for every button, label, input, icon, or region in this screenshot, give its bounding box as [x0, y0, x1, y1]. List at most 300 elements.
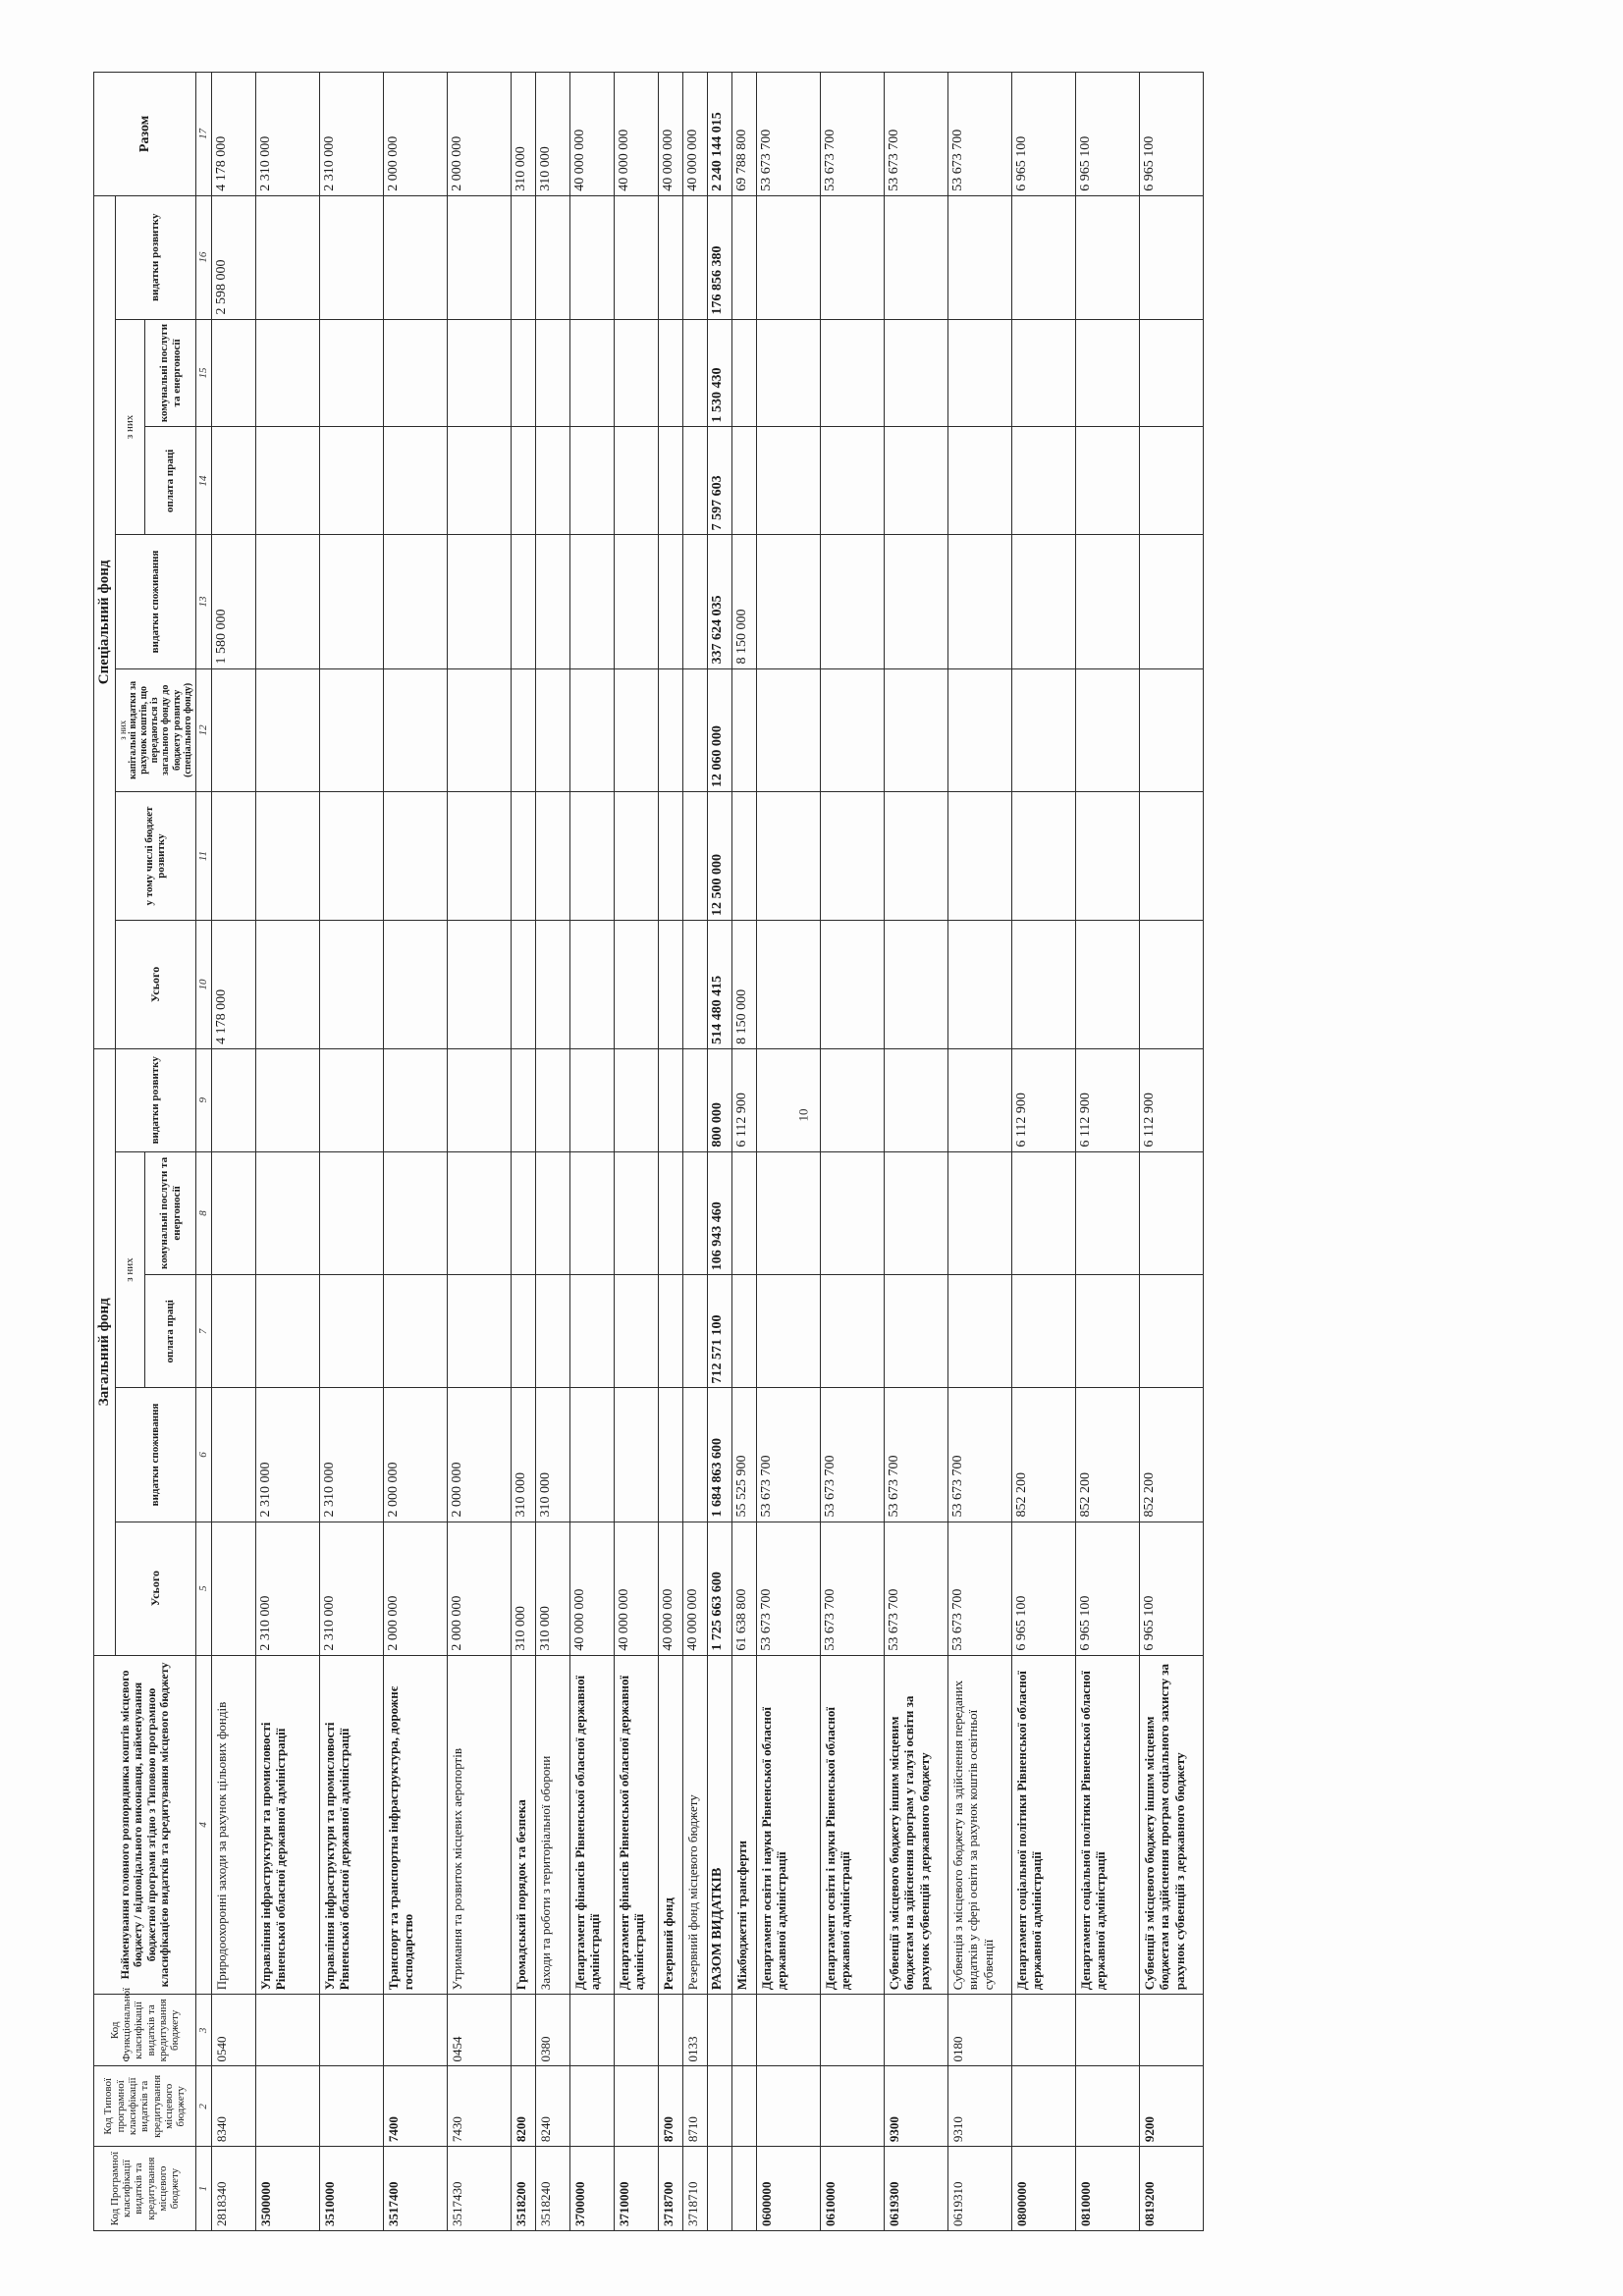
table-row [448, 73, 512, 2231]
cell-c15 [1012, 319, 1076, 427]
cell-c3 [757, 1995, 821, 2066]
cell-c6 [708, 1388, 732, 1522]
cell-c7 [757, 1275, 821, 1388]
cell-c17 [570, 73, 615, 196]
cell-c10 [320, 921, 384, 1049]
cell-c17 [732, 73, 757, 196]
cell-c8 [212, 1151, 256, 1275]
header-name: Найменування головного розпорядника коштів місцевого бюджету / відповідального виконавця, найменування бюджетної програми згідно з Типовою програмною класифікацією видатків та кредитування місцевого бюджету [94, 1655, 196, 1995]
cell-name: Департамент фінансів Рівненської обласної державної адміністрації [570, 1655, 615, 1995]
cell-c12 [948, 668, 1012, 792]
cell-c9 [1012, 1048, 1076, 1151]
column-number-16: 16 [196, 195, 212, 319]
cell-c8 [1012, 1151, 1076, 1275]
cell-value: 6 112 900 [1014, 1093, 1029, 1148]
cell-c13 [570, 535, 615, 668]
cell-c16 [885, 195, 948, 319]
cell-c11 [256, 792, 320, 921]
cell-c2: 7400 [384, 2066, 448, 2147]
cell-value: 53 673 700 [887, 1455, 901, 1518]
cell-c12 [448, 668, 512, 792]
cell-value: 4 178 000 [214, 988, 229, 1044]
cell-c8 [757, 1151, 821, 1275]
cell-value: 6 965 100 [1078, 1595, 1093, 1651]
cell-c12 [1140, 668, 1204, 792]
cell-c8 [570, 1151, 615, 1275]
cell-c1: 3518200 [512, 2147, 536, 2231]
cell-c5 [683, 1522, 708, 1655]
cell-c9 [256, 1048, 320, 1151]
cell-value: 800 000 [710, 1102, 725, 1148]
cell-c14 [757, 427, 821, 535]
cell-c17 [683, 73, 708, 196]
header-special-fund: Спеціальний фонд [94, 195, 116, 1048]
table-row [1076, 73, 1140, 2231]
cell-c2: 8700 [659, 2066, 683, 2147]
cell-c3 [615, 1995, 659, 2066]
cell-c6 [536, 1388, 570, 1522]
cell-c12 [659, 668, 683, 792]
cell-c17 [821, 73, 885, 196]
cell-c6 [757, 1388, 821, 1522]
cell-c5 [885, 1522, 948, 1655]
table-row [536, 73, 570, 2231]
cell-c11 [821, 792, 885, 921]
cell-value: 8 150 000 [734, 609, 749, 665]
cell-c15 [615, 319, 659, 427]
cell-c1: 2818340 [212, 2147, 256, 2231]
cell-c1: 0819200 [1140, 2147, 1204, 2231]
table-row [757, 73, 821, 2231]
cell-c9 [659, 1048, 683, 1151]
cell-value: 40 000 000 [685, 129, 700, 191]
cell-c12 [1012, 668, 1076, 792]
cell-c15 [885, 319, 948, 427]
cell-value: 2 000 000 [386, 1595, 401, 1651]
cell-c14 [570, 427, 615, 535]
cell-name: Транспорт та транспортна інфраструктура, дорожнє господарство [384, 1655, 448, 1995]
cell-c11 [570, 792, 615, 921]
cell-c9 [570, 1048, 615, 1151]
cell-c10 [212, 921, 256, 1049]
cell-c7 [570, 1275, 615, 1388]
cell-c2 [320, 2066, 384, 2147]
cell-c16 [659, 195, 683, 319]
cell-c6 [320, 1388, 384, 1522]
cell-c11 [615, 792, 659, 921]
cell-c17 [320, 73, 384, 196]
cell-c17 [885, 73, 948, 196]
header-gf-total: Усього [115, 1522, 195, 1655]
table-row [821, 73, 885, 2231]
cell-c15 [320, 319, 384, 427]
cell-c13 [948, 535, 1012, 668]
cell-c15 [256, 319, 320, 427]
cell-c9 [885, 1048, 948, 1151]
cell-value: 53 673 700 [823, 1588, 838, 1651]
cell-c3 [821, 1995, 885, 2066]
cell-c12 [683, 668, 708, 792]
cell-name: Заходи та роботи з територіальної оборони [536, 1655, 570, 1995]
cell-value: 40 000 000 [661, 129, 676, 191]
cell-value: 310 000 [538, 146, 553, 191]
cell-value: 53 673 700 [823, 1455, 838, 1518]
cell-c10 [570, 921, 615, 1049]
cell-name: Субвенції з місцевого бюджету іншим місцевим бюджетам на здійснення програм соціального захисту за рахунок субвенцій з державного бюджету [1140, 1655, 1204, 1995]
cell-c1: 0810000 [1076, 2147, 1140, 2231]
cell-c10 [448, 921, 512, 1049]
rotated-table-wrapper [93, 72, 1581, 2231]
header-gf-utilities: комунальні послуги та енергоносії [145, 1151, 196, 1275]
cell-c13 [256, 535, 320, 668]
cell-c9 [1076, 1048, 1140, 1151]
cell-c15 [732, 319, 757, 427]
cell-c13 [384, 535, 448, 668]
cell-c16 [821, 195, 885, 319]
cell-value: 2 000 000 [450, 1462, 464, 1518]
cell-c8 [659, 1151, 683, 1275]
column-numbers-row [196, 73, 212, 2231]
cell-value: 53 673 700 [759, 129, 774, 191]
cell-c8 [948, 1151, 1012, 1275]
cell-c13 [448, 535, 512, 668]
header-functional-code: Код Функціональної класифікації видатків та кредитування бюджету [94, 1995, 196, 2066]
cell-c2: 9300 [885, 2066, 948, 2147]
cell-c10 [512, 921, 536, 1049]
cell-c6 [212, 1388, 256, 1522]
cell-c11 [683, 792, 708, 921]
cell-value: 6 112 900 [1142, 1093, 1157, 1148]
cell-c15 [1076, 319, 1140, 427]
cell-c17 [948, 73, 1012, 196]
cell-c16 [212, 195, 256, 319]
cell-c10 [1012, 921, 1076, 1049]
cell-value: 2 310 000 [322, 135, 337, 191]
cell-name: Департамент соціальної політики Рівненської обласної державної адміністрації [1076, 1655, 1140, 1995]
cell-c17 [212, 73, 256, 196]
cell-c8 [320, 1151, 384, 1275]
cell-value: 6 112 900 [1078, 1093, 1093, 1148]
cell-value: 53 673 700 [759, 1455, 774, 1518]
cell-c9 [1140, 1048, 1204, 1151]
cell-value: 53 673 700 [887, 1588, 901, 1651]
cell-c5 [659, 1522, 683, 1655]
cell-value: 40 000 000 [572, 1588, 587, 1651]
cell-c3 [885, 1995, 948, 2066]
cell-c3 [256, 1995, 320, 2066]
cell-c3: 0380 [536, 1995, 570, 2066]
cell-value: 2 000 000 [450, 1595, 464, 1651]
cell-c6 [570, 1388, 615, 1522]
cell-value: 6 965 100 [1142, 135, 1157, 191]
header-sf-of-them-cap: з них [117, 720, 128, 740]
table-row [885, 73, 948, 2231]
cell-c17 [512, 73, 536, 196]
cell-c7 [1012, 1275, 1076, 1388]
cell-c11 [1140, 792, 1204, 921]
cell-value: 40 000 000 [617, 129, 631, 191]
cell-c13 [320, 535, 384, 668]
cell-c5 [1140, 1522, 1204, 1655]
cell-c3: 0180 [948, 1995, 1012, 2066]
cell-c17 [757, 73, 821, 196]
cell-c5 [615, 1522, 659, 1655]
cell-c10 [256, 921, 320, 1049]
header-sf-capital-transfer [115, 668, 195, 792]
cell-c6 [885, 1388, 948, 1522]
cell-c5 [757, 1522, 821, 1655]
cell-value: 2 310 000 [258, 135, 273, 191]
column-number-6: 6 [196, 1388, 212, 1522]
cell-c17 [1076, 73, 1140, 196]
cell-c9 [683, 1048, 708, 1151]
table-row [212, 73, 256, 2231]
table-row [320, 73, 384, 2231]
cell-c1: 3517400 [384, 2147, 448, 2231]
cell-c10 [885, 921, 948, 1049]
cell-c10 [615, 921, 659, 1049]
cell-c11 [757, 792, 821, 921]
table-row [708, 73, 732, 2231]
table-row [732, 73, 757, 2231]
cell-c12 [615, 668, 659, 792]
cell-c7: 712 571 100 [708, 1275, 732, 1388]
column-number-8: 8 [196, 1151, 212, 1275]
cell-c3: 0133 [683, 1995, 708, 2066]
cell-c15 [1140, 319, 1204, 427]
cell-c2 [256, 2066, 320, 2147]
cell-c11 [732, 792, 757, 921]
column-number-1: 1 [196, 2147, 212, 2231]
column-number-17: 17 [196, 73, 212, 196]
cell-value: 2 000 000 [386, 135, 401, 191]
cell-name: Департамент соціальної політики Рівненської обласної державної адміністрації [1012, 1655, 1076, 1995]
header-gf-development: видатки розвитку [115, 1048, 195, 1151]
cell-c11 [536, 792, 570, 921]
column-number-15: 15 [196, 319, 212, 427]
cell-name: Резервний фонд [659, 1655, 683, 1995]
cell-c16 [570, 195, 615, 319]
cell-c13 [659, 535, 683, 668]
cell-c16 [708, 195, 732, 319]
cell-c14 [821, 427, 885, 535]
cell-c1: 3710000 [615, 2147, 659, 2231]
cell-value: 2 000 000 [450, 135, 464, 191]
table-row [512, 73, 536, 2231]
cell-c2 [821, 2066, 885, 2147]
cell-c7 [320, 1275, 384, 1388]
cell-c17 [659, 73, 683, 196]
column-number-13: 13 [196, 535, 212, 668]
cell-c3 [570, 1995, 615, 2066]
header-gf-of-them: з них [115, 1151, 144, 1388]
cell-c6 [732, 1388, 757, 1522]
cell-c12 [212, 668, 256, 792]
cell-c11 [659, 792, 683, 921]
cell-c6 [1140, 1388, 1204, 1522]
header-sf-capital-transfer-text: капітальні видатки за рахунок коштів, що передаються із загального фонду до бюджету розвитку (спеціального фонду) [127, 680, 193, 779]
header-sf-of-them: з них [115, 319, 144, 535]
cell-c14 [448, 427, 512, 535]
cell-c17 [448, 73, 512, 196]
cell-c2 [1076, 2066, 1140, 2147]
cell-c12 [570, 668, 615, 792]
cell-c8 [1076, 1151, 1140, 1275]
cell-name: РАЗОМ ВИДАТКІВ [708, 1655, 732, 1995]
cell-c17 [384, 73, 448, 196]
cell-c8 [821, 1151, 885, 1275]
table-row [1140, 73, 1204, 2231]
cell-c3 [320, 1995, 384, 2066]
cell-value: 40 000 000 [661, 1588, 676, 1651]
cell-c2: 8240 [536, 2066, 570, 2147]
cell-c5 [1076, 1522, 1140, 1655]
cell-c1: 3700000 [570, 2147, 615, 2231]
cell-c2: 8340 [212, 2066, 256, 2147]
cell-c15 [384, 319, 448, 427]
cell-c10 [1140, 921, 1204, 1049]
cell-value: 852 200 [1142, 1472, 1157, 1518]
cell-c17 [256, 73, 320, 196]
cell-value: 6 965 100 [1078, 135, 1093, 191]
cell-c14 [1076, 427, 1140, 535]
cell-c10 [1076, 921, 1140, 1049]
cell-c6 [256, 1388, 320, 1522]
header-sf-utilities: комунальні послуги та енергоносії [145, 319, 196, 427]
cell-c15 [821, 319, 885, 427]
cell-c3 [384, 1995, 448, 2066]
cell-c7 [615, 1275, 659, 1388]
cell-c5 [256, 1522, 320, 1655]
cell-c16 [1140, 195, 1204, 319]
column-number-9: 9 [196, 1048, 212, 1151]
cell-c5 [732, 1522, 757, 1655]
cell-c5 [512, 1522, 536, 1655]
cell-c15 [512, 319, 536, 427]
cell-c16 [536, 195, 570, 319]
cell-c3 [659, 1995, 683, 2066]
cell-value: 4 178 000 [214, 135, 229, 191]
cell-c14 [320, 427, 384, 535]
cell-c9 [320, 1048, 384, 1151]
cell-value: 7 597 603 [710, 475, 725, 531]
cell-c13 [1076, 535, 1140, 668]
cell-c10 [708, 921, 732, 1049]
cell-name: Міжбюджетні трансферти [732, 1655, 757, 1995]
cell-c3 [512, 1995, 536, 2066]
cell-c7 [212, 1275, 256, 1388]
cell-c12 [821, 668, 885, 792]
header-sf-total: Усього [115, 921, 195, 1049]
header-grand-total: Разом [94, 73, 196, 196]
cell-c2 [757, 2066, 821, 2147]
cell-c11 [885, 792, 948, 921]
table-row [615, 73, 659, 2231]
cell-c2 [1012, 2066, 1076, 2147]
cell-c5 [948, 1522, 1012, 1655]
cell-c11 [1012, 792, 1076, 921]
cell-c16 [320, 195, 384, 319]
cell-value: 12 500 000 [710, 854, 725, 917]
cell-c1: 0619300 [885, 2147, 948, 2231]
cell-value: 53 673 700 [950, 1455, 965, 1518]
cell-c16 [615, 195, 659, 319]
cell-name: Департамент освіти і науки Рівненської обласної державної адміністрації [757, 1655, 821, 1995]
cell-c13 [1012, 535, 1076, 668]
cell-value: 40 000 000 [617, 1588, 631, 1651]
cell-c15 [659, 319, 683, 427]
column-number-14: 14 [196, 427, 212, 535]
cell-name: Резервний фонд місцевого бюджету [683, 1655, 708, 1995]
cell-c6 [821, 1388, 885, 1522]
cell-c9 [821, 1048, 885, 1151]
cell-c8 [732, 1151, 757, 1275]
cell-c6 [659, 1388, 683, 1522]
cell-c5 [1012, 1522, 1076, 1655]
cell-c7 [885, 1275, 948, 1388]
cell-c16 [757, 195, 821, 319]
cell-c3 [1140, 1995, 1204, 2066]
cell-c10 [536, 921, 570, 1049]
cell-c11 [948, 792, 1012, 921]
cell-c12 [512, 668, 536, 792]
column-number-5: 5 [196, 1522, 212, 1655]
cell-c9 [948, 1048, 1012, 1151]
cell-value: 55 525 900 [734, 1455, 749, 1518]
cell-c12 [536, 668, 570, 792]
cell-c10 [732, 921, 757, 1049]
cell-c3: 0540 [212, 1995, 256, 2066]
cell-value: 69 788 800 [734, 129, 749, 191]
column-number-7: 7 [196, 1275, 212, 1388]
cell-c11 [1076, 792, 1140, 921]
cell-c14 [708, 427, 732, 535]
cell-c1: 3718700 [659, 2147, 683, 2231]
cell-c7 [536, 1275, 570, 1388]
cell-c17 [1012, 73, 1076, 196]
cell-c14 [659, 427, 683, 535]
cell-c14 [948, 427, 1012, 535]
cell-c1: 3718710 [683, 2147, 708, 2231]
header-typical-code: Код Типової програмної класифікації видатків та кредитування місцевого бюджету [94, 2066, 196, 2147]
cell-c13 [536, 535, 570, 668]
column-number-4: 4 [196, 1655, 212, 1995]
cell-c15 [448, 319, 512, 427]
cell-c7 [948, 1275, 1012, 1388]
cell-c6 [948, 1388, 1012, 1522]
table-row [659, 73, 683, 2231]
budget-expenditure-table [93, 72, 1204, 2231]
cell-c8 [512, 1151, 536, 1275]
cell-c7 [683, 1275, 708, 1388]
cell-c16 [256, 195, 320, 319]
cell-c5 [821, 1522, 885, 1655]
cell-c14 [512, 427, 536, 535]
cell-c7 [732, 1275, 757, 1388]
cell-value: 6 965 100 [1014, 1595, 1029, 1651]
cell-c13 [512, 535, 536, 668]
cell-c3 [708, 1995, 732, 2066]
cell-c16 [732, 195, 757, 319]
cell-c12 [885, 668, 948, 792]
cell-c13 [708, 535, 732, 668]
cell-c2: 8200 [512, 2066, 536, 2147]
cell-value: 2 310 000 [322, 1595, 337, 1651]
column-number-10: 10 [196, 921, 212, 1049]
cell-c12 [384, 668, 448, 792]
cell-c8 [885, 1151, 948, 1275]
cell-c11 [384, 792, 448, 921]
